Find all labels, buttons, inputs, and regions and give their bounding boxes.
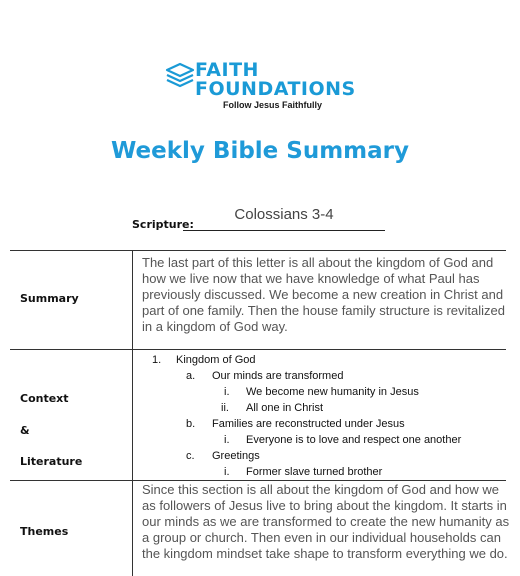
- table-rule: [10, 250, 506, 251]
- logo-tagline: Follow Jesus Faithfully: [223, 100, 323, 110]
- outline-roman: i.: [224, 386, 230, 398]
- outline-item: Our minds are transformed: [212, 370, 344, 382]
- scripture-field[interactable]: Colossians 3-4: [234, 206, 334, 223]
- outline-letter: b.: [186, 418, 196, 430]
- summary-table: [10, 250, 510, 576]
- page-title: Weekly Bible Summary: [110, 138, 410, 164]
- scripture-label: Scripture:: [132, 218, 194, 231]
- outline-item: Greetings: [212, 450, 260, 462]
- outline-item: All one in Christ: [246, 402, 324, 414]
- outline-letter: c.: [186, 450, 195, 462]
- themes-text[interactable]: Since this section is all about the kingdom of God and how we as followers of Jesus live to bring about the kingdom. It starts in our minds as we are transformed to create the new humanity as a group or church. Then even in our individual households can the kingdom mindset take shape to transform everything we do.: [142, 482, 510, 561]
- table-rule: [10, 349, 506, 350]
- literature-label: Literature: [20, 455, 83, 468]
- context-ampersand: &: [20, 424, 30, 437]
- outline-roman: i.: [224, 466, 230, 478]
- table-column-divider: [132, 250, 133, 576]
- summary-label: Summary: [20, 292, 79, 305]
- context-label: Context: [20, 392, 69, 405]
- outline-item: We become new humanity in Jesus: [246, 386, 419, 398]
- scripture-underline: [183, 230, 385, 231]
- stacked-books-icon: [165, 62, 195, 90]
- outline-item: Everyone is to love and respect one another: [246, 434, 462, 446]
- logo-text-faith: FAITH: [195, 59, 259, 81]
- faith-foundations-logo: [165, 60, 355, 112]
- themes-label: Themes: [20, 525, 69, 538]
- outline-item: Former slave turned brother: [246, 466, 383, 478]
- outline-letter: a.: [186, 370, 196, 382]
- outline-number: 1.: [152, 354, 162, 366]
- logo-text-foundations: FOUNDATIONS: [195, 78, 356, 100]
- outline-roman: ii.: [221, 402, 229, 414]
- outline-item: Families are reconstructed under Jesus: [212, 418, 405, 430]
- summary-text[interactable]: The last part of this letter is all about the kingdom of God and how we live now that we have knowledge of what Paul has previously discussed. We become a new creation in Christ and part of one family. Then the house family structure is revitalized in a kingdom of God way.: [142, 255, 505, 334]
- outline-roman: i.: [224, 434, 230, 446]
- table-rule: [10, 480, 506, 481]
- outline-item: Kingdom of God: [176, 354, 256, 366]
